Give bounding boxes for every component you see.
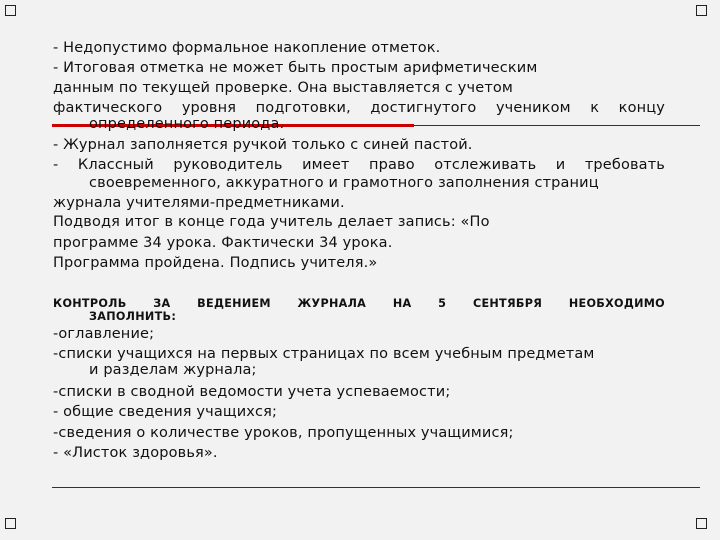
text-line: Программа пройдена. Подпись учителя.» (53, 255, 378, 271)
text-line: - Журнал заполняется ручкой только с синей пастой. (53, 137, 473, 153)
section-heading: КОНТРОЛЬ ЗА ВЕДЕНИЕМ ЖУРНАЛА НА 5 СЕНТЯБРЯ НЕОБХОДИМО (53, 297, 665, 310)
square-bullet-icon (5, 518, 16, 529)
text-line: определенного периода. (89, 116, 285, 132)
text-line: - Классный руководитель имеет право отслеживать и требовать (53, 157, 665, 173)
text-line: программе 34 урока. Фактически 34 урока. (53, 235, 393, 251)
text-line: Подводя итог в конце года учитель делает запись: «По (53, 214, 490, 230)
section-heading: ЗАПОЛНИТЬ: (89, 310, 177, 323)
list-item: -списки в сводной ведомости учета успеваемости; (53, 384, 451, 400)
list-item: -оглавление; (53, 326, 155, 342)
square-bullet-icon (696, 518, 707, 529)
text-line: журнала учителями-предметниками. (53, 195, 345, 211)
square-bullet-icon (5, 5, 16, 16)
text-line: фактического уровня подготовки, достигнутого учеником к концу (53, 100, 665, 116)
text-line: - Недопустимо формальное накопление отметок. (53, 40, 441, 56)
list-item: -сведения о количестве уроков, пропущенных учащимися; (53, 425, 514, 441)
square-bullet-icon (696, 5, 707, 16)
list-item: -списки учащихся на первых страницах по всем учебным предметам (53, 346, 595, 362)
text-line: своевременного, аккуратного и грамотного заполнения страниц (89, 175, 599, 191)
list-item: - общие сведения учащихся; (53, 404, 278, 420)
text-line: данным по текущей проверке. Она выставляется с учетом (53, 80, 514, 96)
list-item: - «Листок здоровья». (53, 445, 218, 461)
list-item: и разделам журнала; (89, 362, 257, 378)
bottom-divider (52, 487, 700, 488)
text-line: - Итоговая отметка не может быть простым арифметическим (53, 60, 538, 76)
